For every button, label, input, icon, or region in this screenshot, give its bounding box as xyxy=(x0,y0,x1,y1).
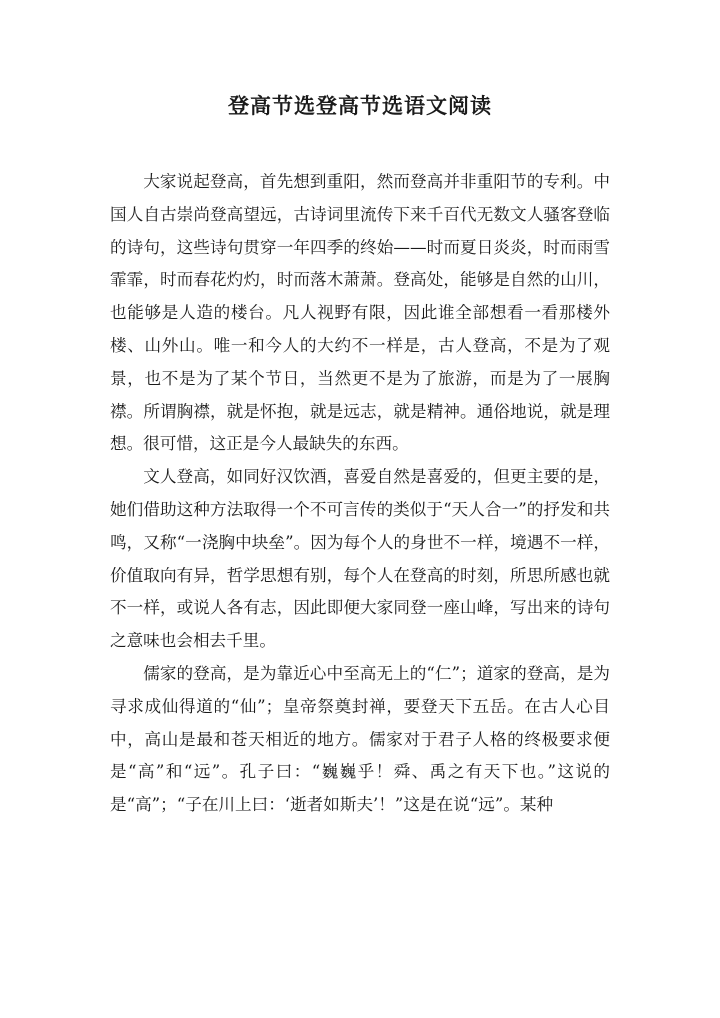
paragraph-1: 大家说起登高，首先想到重阳，然而登高并非重阳节的专利。中国人自古崇尚登高望远，古诗词里流传下来千百代无数文人骚客登临的诗句，这些诗句贯穿一年四季的终始——时而夏日炎炎，时而雨雪霏霏，时而春花灼灼，时而落木萧萧。登高处，能够是自然的山川，也能够是人造的楼台。凡人视野有限，因此谁全部想看一看那楼外楼、山外山。唯一和今人的大约不一样是，古人登高，不是为了观景，也不是为了某个节日，当然更不是为了旅游，而是为了一展胸襟。所谓胸襟，就是怀抱，就是远志，就是精神。通俗地说，就是理想。很可惜，这正是今人最缺失的东西。 xyxy=(110,172,610,454)
paragraph-2: 文人登高，如同好汉饮酒，喜爱自然是喜爱的，但更主要的是，她们借助这种方法取得一个不可言传的类似于“天人合一”的抒发和共鸣，又称“一浇胸中块垒”。因为每个人的身世不一样，境遇不一样，价值取向有异，哲学思想有别，每个人在登高的时刻，所思所感也就不一样，或说人各有志，因此即便大家同登一座山峰，写出来的诗句之意味也会相去千里。 xyxy=(110,467,610,651)
document-title: 登高节选登高节选语文阅读 xyxy=(228,93,492,118)
document-body xyxy=(110,166,610,822)
paragraph-3: 儒家的登高，是为靠近心中至高无上的“仁”；道家的登高，是为寻求成仙得道的“仙”；皇帝祭奠封禅，要登天下五岳。在古人心目中，高山是最和苍天相近的地方。儒家对于君子人格的终极要求便是“高”和“远”。孔子曰：“巍巍乎！舜、禹之有天下也。”这说的是“高”；“子在川上曰：‘逝者如斯夫’！”这是在说“远”。某种 xyxy=(110,663,610,815)
